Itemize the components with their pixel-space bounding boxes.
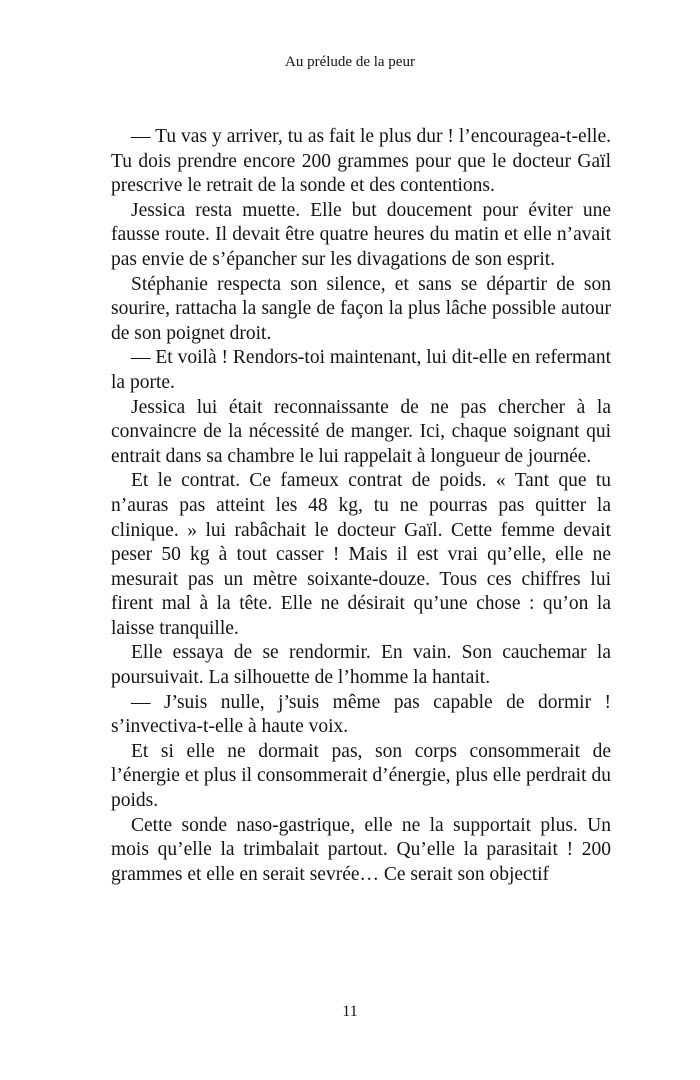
paragraph: Stéphanie respecta son silence, et sans se départir de son sourire, rattacha la sangle de façon la plus lâche possible autour de son poignet droit. bbox=[111, 273, 611, 344]
paragraph: Et le contrat. Ce fameux contrat de poids. « Tant que tu n’auras pas atteint les 48 kg, tu ne pourras pas quitter la clinique. » lui rabâchait le docteur Gaïl. Cette femme devait peser 50 kg à tout casser ! Mais il est vrai qu’elle, elle ne mesurait pas un mètre soixante-douze. Tous ces chiffres lui firent mal à la tête. Elle ne désirait qu’une chose : qu’on la laisse tranquille. bbox=[111, 470, 611, 639]
paragraph: Cette sonde naso-gastrique, elle ne la supportait plus. Un mois qu’elle la trimbalait partout. Qu’elle la parasitait ! 200 grammes et elle en serait sevrée… Ce serait son objectif bbox=[111, 814, 611, 885]
paragraph: Et si elle ne dormait pas, son corps consommerait de l’énergie et plus il consommerait d’énergie, plus elle perdrait du poids. bbox=[111, 740, 611, 812]
paragraph: Jessica lui était reconnaissante de ne pas chercher à la convaincre de la nécessité de manger. Ici, chaque soignant qui entrait dans sa chambre le lui rappelait à longueur de journée. bbox=[111, 396, 611, 467]
paragraph: — Tu vas y arriver, tu as fait le plus dur ! l’encouragea-t-elle. Tu dois prendre encore 200 grammes pour que le docteur Gaïl prescrive le retrait de la sonde et des contentions. bbox=[111, 126, 611, 197]
paragraph: — Et voilà ! Rendors-toi maintenant, lui dit-elle en refermant la porte. bbox=[111, 347, 611, 393]
paragraph: — J’suis nulle, j’suis même pas capable de dormir ! s’invectiva-t-elle à haute voix. bbox=[111, 691, 611, 738]
body-text bbox=[111, 125, 611, 887]
page-number: 11 bbox=[342, 1003, 358, 1020]
paragraph: Elle essaya de se rendormir. En vain. Son cauchemar la poursuivait. La silhouette de l’homme la hantait. bbox=[111, 642, 611, 689]
running-head: Au prélude de la peur bbox=[285, 54, 415, 70]
paragraph: Jessica resta muette. Elle but doucement pour éviter une fausse route. Il devait être quatre heures du matin et elle n’avait pas envie de s’épancher sur les divagations de son esprit. bbox=[111, 199, 611, 270]
